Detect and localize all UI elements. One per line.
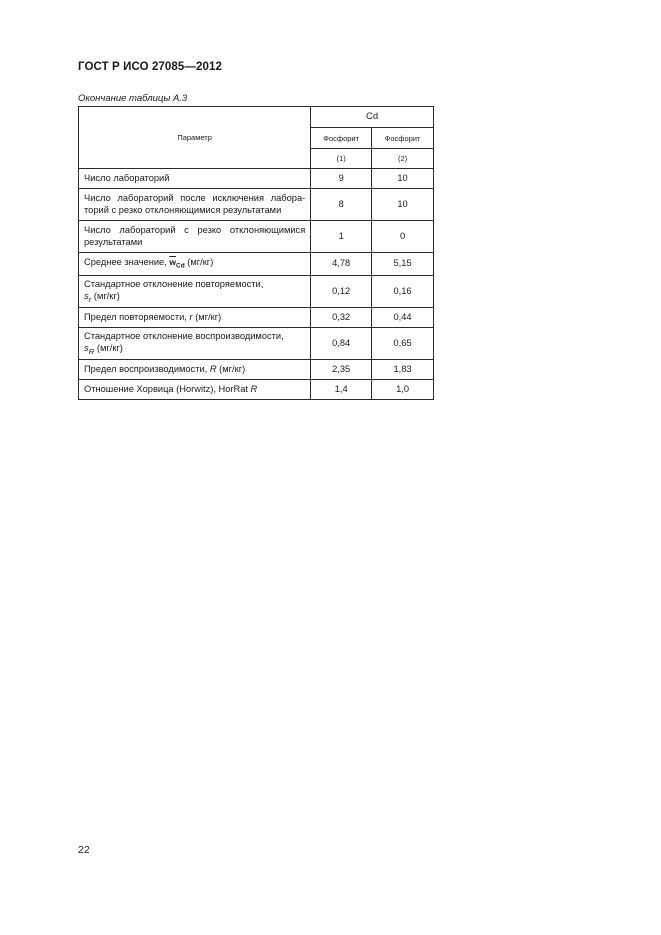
label-text: Стандартное отклонение повторяемости,	[84, 279, 264, 290]
value-cell: 1,83	[372, 360, 434, 380]
column-number-2: (2)	[372, 149, 434, 169]
value-cell: 10	[372, 169, 434, 189]
element-header: Cd	[311, 107, 434, 128]
symbol-sub: R	[88, 346, 95, 356]
symbol-s: s	[84, 342, 89, 353]
table-row	[79, 189, 434, 221]
value-cell: 2,35	[311, 360, 372, 380]
row-label	[79, 360, 311, 380]
symbol-sub: r	[88, 294, 92, 304]
value-cell: 0	[372, 221, 434, 253]
symbol-R: R	[209, 363, 217, 374]
table-row	[79, 221, 434, 253]
results-table	[78, 106, 434, 400]
document-title: ГОСТ Р ИСО 27085—2012	[78, 61, 223, 73]
row-label	[79, 253, 311, 276]
table-caption: Окончание таблицы А.3	[78, 93, 188, 104]
value-cell: 5,15	[372, 253, 434, 276]
table-row	[79, 308, 434, 328]
unit-text: (мг/кг)	[219, 363, 246, 374]
value-cell: 0,44	[372, 308, 434, 328]
value-cell: 0,32	[311, 308, 372, 328]
label-text: Среднее значение,	[84, 257, 167, 268]
table-row	[79, 360, 434, 380]
table-row	[79, 380, 434, 400]
row-label: Число лабораторий с резко отклоняющимися результатами	[79, 221, 311, 253]
value-cell: 1,0	[372, 380, 434, 400]
value-cell: 8	[311, 189, 372, 221]
unit-text: (мг/кг)	[195, 311, 222, 322]
page-number: 22	[78, 844, 90, 856]
value-cell: 9	[311, 169, 372, 189]
unit-text: (мг/кг)	[96, 342, 123, 353]
row-label	[79, 276, 311, 308]
table-row	[79, 276, 434, 308]
row-label	[79, 380, 311, 400]
table-row	[79, 328, 434, 360]
value-cell: 0,16	[372, 276, 434, 308]
value-cell: 1	[311, 221, 372, 253]
value-cell: 0,84	[311, 328, 372, 360]
value-cell: 0,65	[372, 328, 434, 360]
value-cell: 0,12	[311, 276, 372, 308]
value-cell: 1,4	[311, 380, 372, 400]
label-text: Отношение Хорвица (Horwitz), HorRat	[84, 383, 248, 394]
sample-header-2: Фосфорит	[372, 128, 434, 149]
column-number-1: (1)	[311, 149, 372, 169]
value-cell: 10	[372, 189, 434, 221]
table-row	[79, 253, 434, 276]
table-header-row	[79, 107, 434, 128]
row-label	[79, 328, 311, 360]
unit-text: (мг/кг)	[187, 257, 214, 268]
unit-text: (мг/кг)	[93, 290, 120, 301]
symbol-s: s	[84, 290, 89, 301]
row-label: Число лабораторий	[79, 169, 311, 189]
row-label	[79, 308, 311, 328]
param-header: Параметр	[79, 107, 311, 169]
row-label: Число лабораторий после исключения лабора-торий с резко отклоняющимися результатами	[79, 189, 311, 221]
symbol-R: R	[250, 383, 258, 394]
symbol-r: r	[189, 311, 193, 322]
symbol-mean-w: $\overline{w}_{Cd}$	[169, 257, 185, 270]
label-text: Предел воспроизводимости,	[84, 363, 208, 374]
sample-header-1: Фосфорит	[311, 128, 372, 149]
value-cell: 4,78	[311, 253, 372, 276]
label-text: Предел повторяемости,	[84, 311, 187, 322]
table-row	[79, 169, 434, 189]
label-text: Стандартное отклонение воспроизводимости,	[84, 331, 284, 342]
